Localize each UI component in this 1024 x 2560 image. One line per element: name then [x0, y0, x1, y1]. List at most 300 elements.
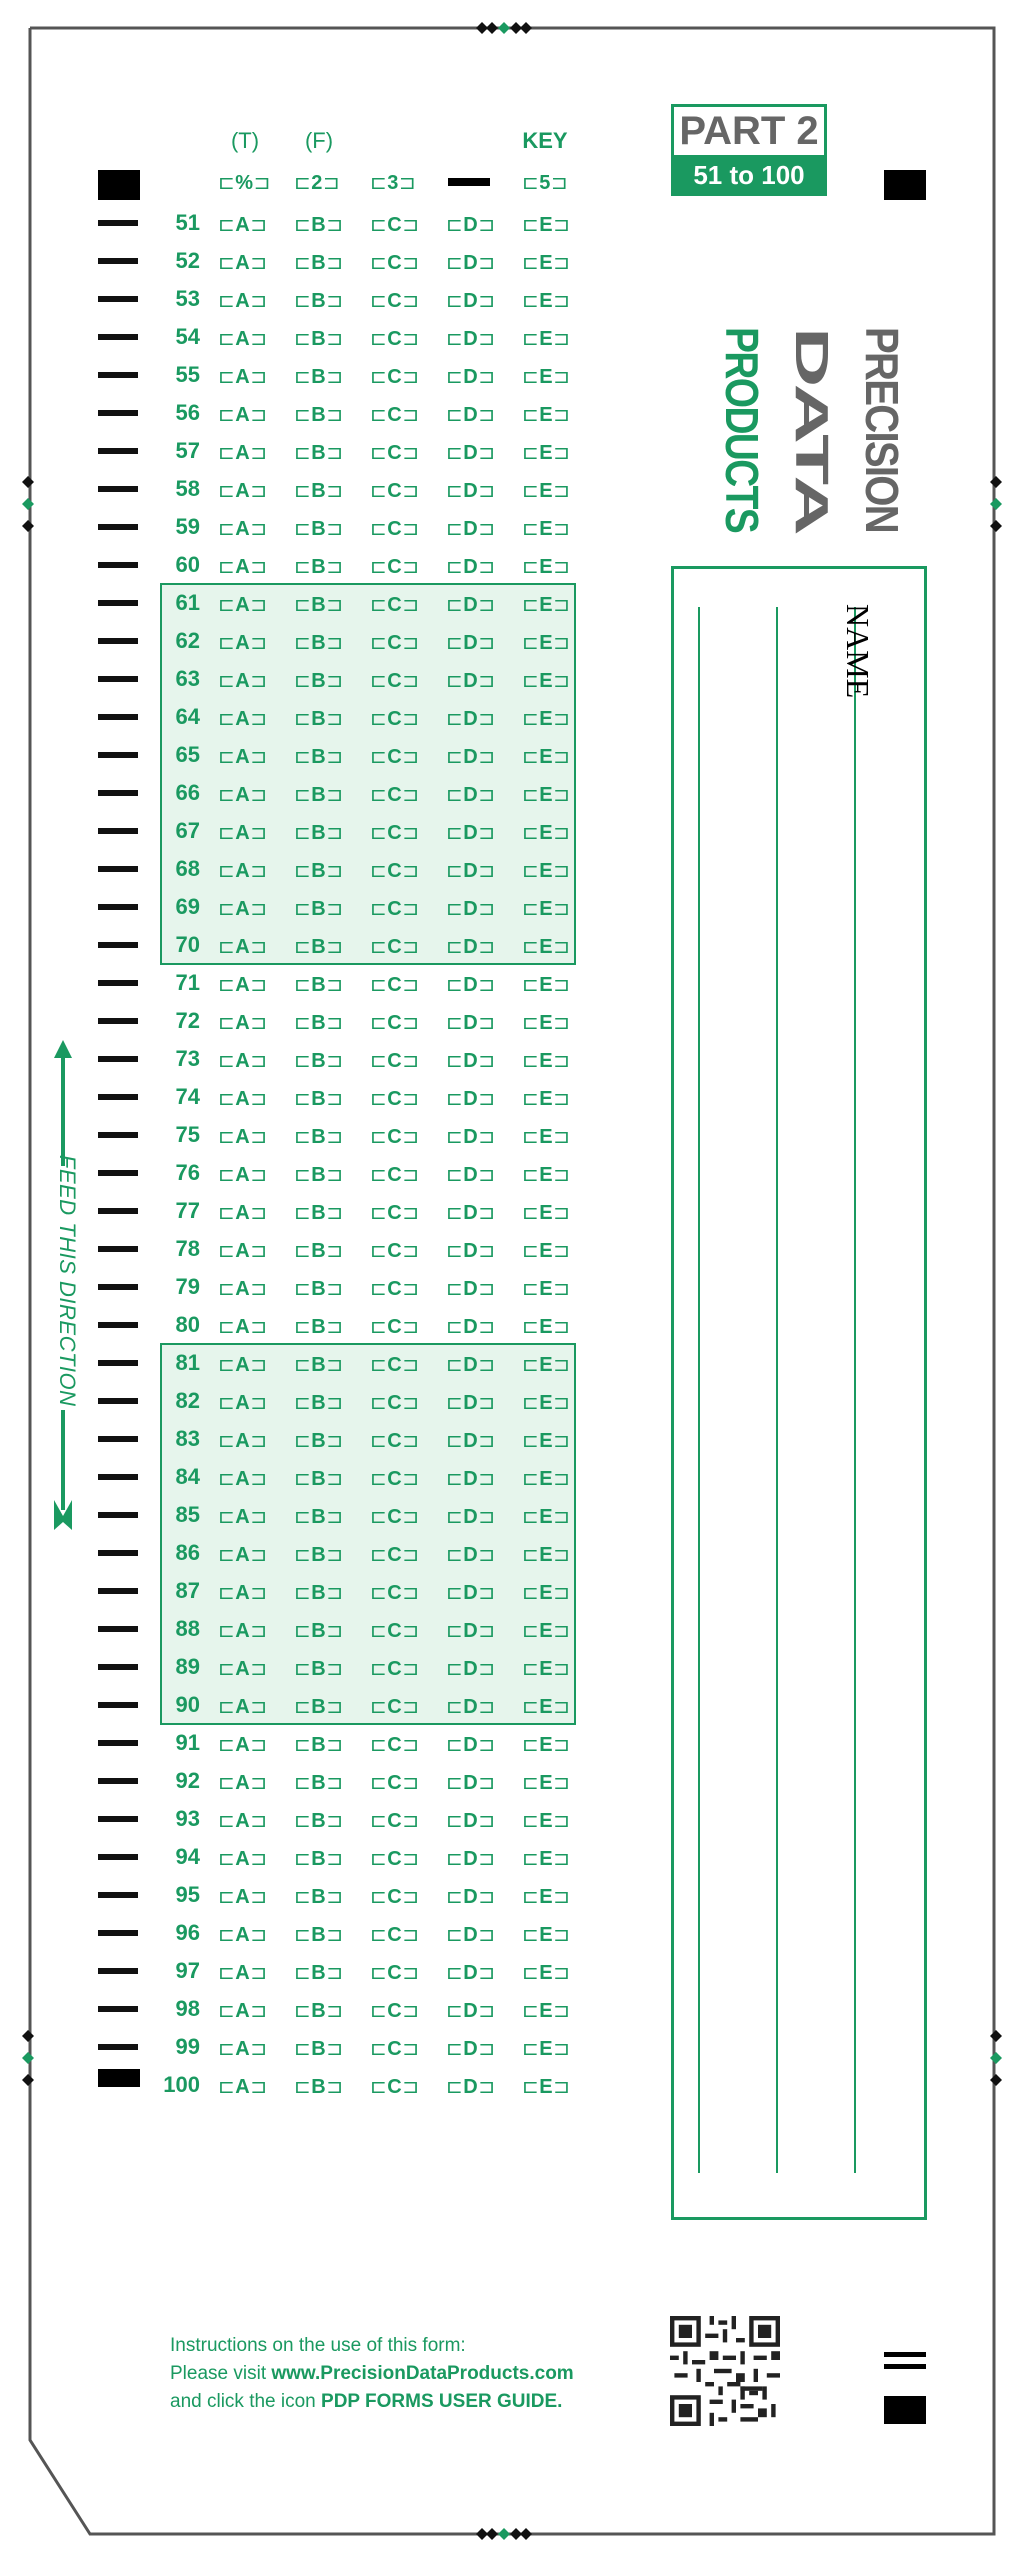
timing-tick [98, 1588, 138, 1594]
answer-bubble-c[interactable]: ⊏C⊐ [370, 366, 420, 388]
instructions-guide-name: PDP FORMS USER GUIDE. [321, 2391, 563, 2412]
answer-bubble-a[interactable]: ⊏A⊐ [218, 746, 268, 768]
answer-bubble-c[interactable]: ⊏C⊐ [370, 1924, 420, 1946]
answer-bubble-c[interactable]: ⊏C⊐ [370, 1012, 420, 1034]
answer-bubble-b[interactable]: ⊏B⊐ [294, 366, 344, 388]
answer-bubble-a[interactable]: ⊏A⊐ [218, 1430, 268, 1452]
answer-bubble-d[interactable]: ⊏D⊐ [446, 1582, 496, 1604]
answer-bubble-c[interactable]: ⊏C⊐ [370, 1392, 420, 1414]
answer-bubble-c[interactable]: ⊏C⊐ [370, 974, 420, 996]
question-number: 73 [175, 1046, 200, 1071]
answer-bubble-a[interactable]: ⊏A⊐ [218, 1924, 268, 1946]
answer-bubble-e[interactable]: ⊏E⊐ [522, 518, 571, 540]
answer-bubble-c[interactable]: ⊏C⊐ [370, 328, 420, 350]
answer-bubble-e[interactable]: ⊏E⊐ [522, 1506, 571, 1528]
answer-bubble-e[interactable]: ⊏E⊐ [522, 2076, 571, 2098]
answer-bubble-a[interactable]: ⊏A⊐ [218, 1734, 268, 1756]
answer-bubble-e[interactable]: ⊏E⊐ [522, 1240, 571, 1262]
answer-bubble-a[interactable]: ⊏A⊐ [218, 556, 268, 578]
answer-bubble-a[interactable]: ⊏A⊐ [218, 1544, 268, 1566]
answer-bubble-e[interactable]: ⊏E⊐ [522, 670, 571, 692]
answer-bubble-b[interactable]: ⊏B⊐ [294, 898, 344, 920]
timing-tick [98, 296, 138, 302]
answer-bubble-e[interactable]: ⊏E⊐ [522, 328, 571, 350]
answer-bubble-c[interactable]: ⊏C⊐ [370, 252, 420, 274]
answer-bubble-c[interactable]: ⊏C⊐ [370, 1544, 420, 1566]
answer-bubble-a[interactable]: ⊏A⊐ [218, 1240, 268, 1262]
name-writing-line-2 [776, 607, 778, 2173]
question-number: 63 [175, 666, 200, 691]
answer-bubble-c[interactable]: ⊏C⊐ [370, 1620, 420, 1642]
answer-bubble-d[interactable]: ⊏D⊐ [446, 594, 496, 616]
answer-bubble-c[interactable]: ⊏C⊐ [370, 1582, 420, 1604]
answer-bubble-a[interactable]: ⊏A⊐ [218, 860, 268, 882]
answer-bubble-e[interactable]: ⊏E⊐ [522, 746, 571, 768]
answer-bubble-a[interactable]: ⊏A⊐ [218, 2038, 268, 2060]
timing-tick [98, 1626, 138, 1632]
answer-bubble-e[interactable]: ⊏E⊐ [522, 1468, 571, 1490]
question-number: 79 [175, 1274, 200, 1299]
answer-bubble-b[interactable]: ⊏B⊐ [294, 1810, 344, 1832]
answer-bubble-c[interactable]: ⊏C⊐ [370, 1202, 420, 1224]
answer-bubble-a[interactable]: ⊏A⊐ [218, 1164, 268, 1186]
answer-bubble-b[interactable]: ⊏B⊐ [294, 1354, 344, 1376]
answer-bubble-b[interactable]: ⊏B⊐ [294, 1164, 344, 1186]
timing-tick [98, 2044, 138, 2050]
answer-bubble-b[interactable]: ⊏B⊐ [294, 1468, 344, 1490]
answer-bubble-b[interactable]: ⊏B⊐ [294, 2000, 344, 2022]
answer-bubble-a[interactable]: ⊏A⊐ [218, 1468, 268, 1490]
answer-bubble-d[interactable]: ⊏D⊐ [446, 404, 496, 426]
logo-word-products: PRODUCTS [716, 327, 768, 570]
name-writing-line-3 [854, 607, 856, 2173]
answer-bubble-b[interactable]: ⊏B⊐ [294, 1658, 344, 1680]
answer-bubble-a[interactable]: ⊏A⊐ [218, 594, 268, 616]
answer-bubble-b[interactable]: ⊏B⊐ [294, 1734, 344, 1756]
column-label-f: (F) [304, 128, 334, 153]
key-bubble-4-filled [448, 178, 490, 186]
answer-bubble-b[interactable]: ⊏B⊐ [294, 1278, 344, 1300]
answer-bubble-e[interactable]: ⊏E⊐ [522, 974, 571, 996]
timing-tick [98, 410, 138, 416]
answer-bubble-a[interactable]: ⊏A⊐ [218, 404, 268, 426]
answer-bubble-c[interactable]: ⊏C⊐ [370, 1240, 420, 1262]
answer-bubble-d[interactable]: ⊏D⊐ [446, 2000, 496, 2022]
answer-bubble-d[interactable]: ⊏D⊐ [446, 1886, 496, 1908]
question-number: 99 [175, 2034, 200, 2059]
answer-bubble-b[interactable]: ⊏B⊐ [294, 252, 344, 274]
answer-bubble-d[interactable]: ⊏D⊐ [446, 1658, 496, 1680]
answer-bubble-a[interactable]: ⊏A⊐ [218, 1278, 268, 1300]
answer-bubble-b[interactable]: ⊏B⊐ [294, 1392, 344, 1414]
answer-bubble-d[interactable]: ⊏D⊐ [446, 328, 496, 350]
answer-bubble-e[interactable]: ⊏E⊐ [522, 1620, 571, 1642]
answer-bubble-e[interactable]: ⊏E⊐ [522, 214, 571, 236]
question-number: 97 [175, 1958, 200, 1983]
answer-bubble-a[interactable]: ⊏A⊐ [218, 328, 268, 350]
answer-bubble-e[interactable]: ⊏E⊐ [522, 1582, 571, 1604]
answer-bubble-a[interactable]: ⊏A⊐ [218, 1012, 268, 1034]
logo-word-precision: PRECISION [856, 327, 908, 563]
answer-bubble-c[interactable]: ⊏C⊐ [370, 442, 420, 464]
answer-bubble-d[interactable]: ⊏D⊐ [446, 936, 496, 958]
answer-bubble-a[interactable]: ⊏A⊐ [218, 366, 268, 388]
answer-bubble-e[interactable]: ⊏E⊐ [522, 442, 571, 464]
answer-bubble-a[interactable]: ⊏A⊐ [218, 1392, 268, 1414]
question-number: 81 [175, 1350, 200, 1375]
answer-bubble-c[interactable]: ⊏C⊐ [370, 1506, 420, 1528]
answer-bubble-a[interactable]: ⊏A⊐ [218, 670, 268, 692]
answer-bubble-c[interactable]: ⊏C⊐ [370, 518, 420, 540]
answer-bubble-a[interactable]: ⊏A⊐ [218, 784, 268, 806]
answer-bubble-c[interactable]: ⊏C⊐ [370, 1088, 420, 1110]
answer-bubble-a[interactable]: ⊏A⊐ [218, 822, 268, 844]
answer-bubble-b[interactable]: ⊏B⊐ [294, 2038, 344, 2060]
timing-tick [98, 1322, 138, 1328]
answer-bubble-b[interactable]: ⊏B⊐ [294, 1924, 344, 1946]
name-field-box[interactable] [671, 566, 927, 2220]
answer-bubble-d[interactable]: ⊏D⊐ [446, 1164, 496, 1186]
question-number: 90 [175, 1692, 200, 1717]
answer-bubble-c[interactable]: ⊏C⊐ [370, 746, 420, 768]
key-bubble-1[interactable]: ⊏%⊐ [218, 172, 271, 194]
answer-bubble-a[interactable]: ⊏A⊐ [218, 2076, 268, 2098]
answer-bubble-c[interactable]: ⊏C⊐ [370, 1050, 420, 1072]
answer-bubble-c[interactable]: ⊏C⊐ [370, 1126, 420, 1148]
answer-bubble-c[interactable]: ⊏C⊐ [370, 1772, 420, 1794]
answer-bubble-c[interactable]: ⊏C⊐ [370, 2000, 420, 2022]
answer-bubble-a[interactable]: ⊏A⊐ [218, 1696, 268, 1718]
answer-bubble-c[interactable]: ⊏C⊐ [370, 1316, 420, 1338]
answer-bubble-d[interactable]: ⊏D⊐ [446, 670, 496, 692]
answer-bubble-d[interactable]: ⊏D⊐ [446, 1696, 496, 1718]
answer-bubble-a[interactable]: ⊏A⊐ [218, 290, 268, 312]
answer-bubble-b[interactable]: ⊏B⊐ [294, 594, 344, 616]
answer-bubble-b[interactable]: ⊏B⊐ [294, 746, 344, 768]
answer-bubble-a[interactable]: ⊏A⊐ [218, 2000, 268, 2022]
answer-bubble-e[interactable]: ⊏E⊐ [522, 1050, 571, 1072]
answer-bubble-d[interactable]: ⊏D⊐ [446, 708, 496, 730]
answer-bubble-a[interactable]: ⊏A⊐ [218, 1886, 268, 1908]
answer-bubble-c[interactable]: ⊏C⊐ [370, 1468, 420, 1490]
answer-bubble-c[interactable]: ⊏C⊐ [370, 1848, 420, 1870]
answer-bubble-b[interactable]: ⊏B⊐ [294, 480, 344, 502]
answer-bubble-b[interactable]: ⊏B⊐ [294, 1696, 344, 1718]
answer-bubble-c[interactable]: ⊏C⊐ [370, 784, 420, 806]
answer-bubble-a[interactable]: ⊏A⊐ [218, 1620, 268, 1642]
answer-bubble-b[interactable]: ⊏B⊐ [294, 708, 344, 730]
answer-bubble-c[interactable]: ⊏C⊐ [370, 290, 420, 312]
answer-bubble-e[interactable]: ⊏E⊐ [522, 898, 571, 920]
answer-bubble-b[interactable]: ⊏B⊐ [294, 1088, 344, 1110]
answer-bubble-c[interactable]: ⊏C⊐ [370, 214, 420, 236]
question-number: 92 [175, 1768, 200, 1793]
answer-bubble-e[interactable]: ⊏E⊐ [522, 1886, 571, 1908]
answer-bubble-e[interactable]: ⊏E⊐ [522, 290, 571, 312]
answer-bubble-e[interactable]: ⊏E⊐ [522, 1772, 571, 1794]
answer-bubble-e[interactable]: ⊏E⊐ [522, 784, 571, 806]
answer-bubble-b[interactable]: ⊏B⊐ [294, 632, 344, 654]
answer-bubble-a[interactable]: ⊏A⊐ [218, 1088, 268, 1110]
answer-bubble-e[interactable]: ⊏E⊐ [522, 1734, 571, 1756]
answer-bubble-a[interactable]: ⊏A⊐ [218, 480, 268, 502]
timing-tick [98, 1360, 138, 1366]
answer-bubble-b[interactable]: ⊏B⊐ [294, 1202, 344, 1224]
answer-bubble-d[interactable]: ⊏D⊐ [446, 1962, 496, 1984]
answer-bubble-e[interactable]: ⊏E⊐ [522, 1658, 571, 1680]
answer-bubble-e[interactable]: ⊏E⊐ [522, 1278, 571, 1300]
answer-bubble-c[interactable]: ⊏C⊐ [370, 1278, 420, 1300]
answer-bubble-b[interactable]: ⊏B⊐ [294, 328, 344, 350]
answer-bubble-c[interactable]: ⊏C⊐ [370, 1430, 420, 1452]
answer-bubble-c[interactable]: ⊏C⊐ [370, 632, 420, 654]
timing-tick [98, 638, 138, 644]
answer-bubble-e[interactable]: ⊏E⊐ [522, 708, 571, 730]
answer-bubble-d[interactable]: ⊏D⊐ [446, 366, 496, 388]
answer-bubble-c[interactable]: ⊏C⊐ [370, 1696, 420, 1718]
answer-bubble-b[interactable]: ⊏B⊐ [294, 822, 344, 844]
answer-bubble-a[interactable]: ⊏A⊐ [218, 898, 268, 920]
answer-bubble-b[interactable]: ⊏B⊐ [294, 670, 344, 692]
answer-bubble-a[interactable]: ⊏A⊐ [218, 252, 268, 274]
answer-bubble-a[interactable]: ⊏A⊐ [218, 974, 268, 996]
question-number: 66 [175, 780, 200, 805]
answer-bubble-b[interactable]: ⊏B⊐ [294, 404, 344, 426]
answer-bubble-d[interactable]: ⊏D⊐ [446, 290, 496, 312]
answer-bubble-d[interactable]: ⊏D⊐ [446, 746, 496, 768]
answer-bubble-b[interactable]: ⊏B⊐ [294, 1506, 344, 1528]
timing-tick [98, 1930, 138, 1936]
answer-bubble-d[interactable]: ⊏D⊐ [446, 1202, 496, 1224]
answer-bubble-c[interactable]: ⊏C⊐ [370, 556, 420, 578]
answer-bubble-e[interactable]: ⊏E⊐ [522, 632, 571, 654]
answer-bubble-a[interactable]: ⊏A⊐ [218, 1506, 268, 1528]
answer-bubble-c[interactable]: ⊏C⊐ [370, 1734, 420, 1756]
answer-bubble-b[interactable]: ⊏B⊐ [294, 936, 344, 958]
answer-bubble-b[interactable]: ⊏B⊐ [294, 1772, 344, 1794]
answer-bubble-b[interactable]: ⊏B⊐ [294, 1962, 344, 1984]
answer-bubble-c[interactable]: ⊏C⊐ [370, 594, 420, 616]
answer-bubble-d[interactable]: ⊏D⊐ [446, 1240, 496, 1262]
answer-bubble-b[interactable]: ⊏B⊐ [294, 1620, 344, 1642]
question-number: 96 [175, 1920, 200, 1945]
answer-bubble-c[interactable]: ⊏C⊐ [370, 480, 420, 502]
answer-bubble-d[interactable]: ⊏D⊐ [446, 974, 496, 996]
answer-bubble-c[interactable]: ⊏C⊐ [370, 1354, 420, 1376]
answer-bubble-d[interactable]: ⊏D⊐ [446, 518, 496, 540]
answer-bubble-d[interactable]: ⊏D⊐ [446, 442, 496, 464]
timing-tick [98, 1056, 138, 1062]
answer-bubble-c[interactable]: ⊏C⊐ [370, 1962, 420, 1984]
answer-bubble-b[interactable]: ⊏B⊐ [294, 1848, 344, 1870]
answer-bubble-b[interactable]: ⊏B⊐ [294, 1430, 344, 1452]
timing-tick [98, 980, 138, 986]
answer-bubble-b[interactable]: ⊏B⊐ [294, 1544, 344, 1566]
question-number: 65 [175, 742, 200, 767]
answer-bubble-a[interactable]: ⊏A⊐ [218, 1772, 268, 1794]
answer-bubble-a[interactable]: ⊏A⊐ [218, 1354, 268, 1376]
answer-bubble-d[interactable]: ⊏D⊐ [446, 1924, 496, 1946]
answer-bubble-d[interactable]: ⊏D⊐ [446, 480, 496, 502]
answer-bubble-e[interactable]: ⊏E⊐ [522, 1164, 571, 1186]
answer-bubble-d[interactable]: ⊏D⊐ [446, 1316, 496, 1338]
answer-bubble-d[interactable]: ⊏D⊐ [446, 214, 496, 236]
answer-bubble-c[interactable]: ⊏C⊐ [370, 404, 420, 426]
answer-bubble-d[interactable]: ⊏D⊐ [446, 1734, 496, 1756]
answer-bubble-e[interactable]: ⊏E⊐ [522, 1810, 571, 1832]
answer-bubble-e[interactable]: ⊏E⊐ [522, 1392, 571, 1414]
answer-bubble-e[interactable]: ⊏E⊐ [522, 2000, 571, 2022]
answer-bubble-b[interactable]: ⊏B⊐ [294, 556, 344, 578]
answer-bubble-e[interactable]: ⊏E⊐ [522, 1544, 571, 1566]
answer-bubble-e[interactable]: ⊏E⊐ [522, 860, 571, 882]
answer-bubble-a[interactable]: ⊏A⊐ [218, 518, 268, 540]
answer-bubble-e[interactable]: ⊏E⊐ [522, 1924, 571, 1946]
answer-bubble-e[interactable]: ⊏E⊐ [522, 1696, 571, 1718]
answer-bubble-e[interactable]: ⊏E⊐ [522, 2038, 571, 2060]
answer-bubble-e[interactable]: ⊏E⊐ [522, 1848, 571, 1870]
answer-bubble-c[interactable]: ⊏C⊐ [370, 1164, 420, 1186]
answer-bubble-b[interactable]: ⊏B⊐ [294, 214, 344, 236]
answer-bubble-a[interactable]: ⊏A⊐ [218, 1962, 268, 1984]
answer-bubble-b[interactable]: ⊏B⊐ [294, 1240, 344, 1262]
question-number: 84 [175, 1464, 200, 1489]
answer-bubble-b[interactable]: ⊏B⊐ [294, 518, 344, 540]
answer-bubble-d[interactable]: ⊏D⊐ [446, 1620, 496, 1642]
answer-bubble-b[interactable]: ⊏B⊐ [294, 1126, 344, 1148]
answer-bubble-a[interactable]: ⊏A⊐ [218, 442, 268, 464]
answer-bubble-c[interactable]: ⊏C⊐ [370, 1658, 420, 1680]
answer-bubble-b[interactable]: ⊏B⊐ [294, 784, 344, 806]
question-number: 58 [175, 476, 200, 501]
answer-bubble-a[interactable]: ⊏A⊐ [218, 1582, 268, 1604]
question-number: 100 [163, 2072, 200, 2097]
key-bubble-5[interactable]: ⊏5⊐ [522, 172, 569, 194]
answer-bubble-e[interactable]: ⊏E⊐ [522, 556, 571, 578]
key-bubble-3[interactable]: ⊏3⊐ [370, 172, 417, 194]
answer-bubble-a[interactable]: ⊏A⊐ [218, 1050, 268, 1072]
answer-bubble-b[interactable]: ⊏B⊐ [294, 1050, 344, 1072]
answer-bubble-d[interactable]: ⊏D⊐ [446, 1278, 496, 1300]
timing-tick [98, 1208, 138, 1214]
answer-bubble-d[interactable]: ⊏D⊐ [446, 1392, 496, 1414]
answer-bubble-d[interactable]: ⊏D⊐ [446, 1810, 496, 1832]
answer-bubble-d[interactable]: ⊏D⊐ [446, 1506, 496, 1528]
answer-bubble-a[interactable]: ⊏A⊐ [218, 214, 268, 236]
answer-bubble-e[interactable]: ⊏E⊐ [522, 594, 571, 616]
answer-bubble-e[interactable]: ⊏E⊐ [522, 1126, 571, 1148]
answer-bubble-e[interactable]: ⊏E⊐ [522, 1202, 571, 1224]
answer-bubble-b[interactable]: ⊏B⊐ [294, 974, 344, 996]
question-number: 60 [175, 552, 200, 577]
answer-bubble-c[interactable]: ⊏C⊐ [370, 708, 420, 730]
answer-bubble-a[interactable]: ⊏A⊐ [218, 936, 268, 958]
answer-bubble-d[interactable]: ⊏D⊐ [446, 556, 496, 578]
answer-bubble-b[interactable]: ⊏B⊐ [294, 442, 344, 464]
answer-bubble-c[interactable]: ⊏C⊐ [370, 2076, 420, 2098]
answer-bubble-d[interactable]: ⊏D⊐ [446, 1088, 496, 1110]
answer-bubble-e[interactable]: ⊏E⊐ [522, 1962, 571, 1984]
answer-bubble-d[interactable]: ⊏D⊐ [446, 1050, 496, 1072]
question-number: 67 [175, 818, 200, 843]
timing-tick [98, 1018, 138, 1024]
answer-bubble-b[interactable]: ⊏B⊐ [294, 1582, 344, 1604]
answer-bubble-a[interactable]: ⊏A⊐ [218, 1202, 268, 1224]
answer-bubble-b[interactable]: ⊏B⊐ [294, 290, 344, 312]
answer-bubble-b[interactable]: ⊏B⊐ [294, 1886, 344, 1908]
answer-bubble-d[interactable]: ⊏D⊐ [446, 822, 496, 844]
answer-bubble-c[interactable]: ⊏C⊐ [370, 936, 420, 958]
answer-bubble-d[interactable]: ⊏D⊐ [446, 1848, 496, 1870]
answer-bubble-d[interactable]: ⊏D⊐ [446, 2038, 496, 2060]
answer-bubble-e[interactable]: ⊏E⊐ [522, 252, 571, 274]
answer-bubble-e[interactable]: ⊏E⊐ [522, 1354, 571, 1376]
answer-bubble-e[interactable]: ⊏E⊐ [522, 822, 571, 844]
answer-bubble-d[interactable]: ⊏D⊐ [446, 252, 496, 274]
answer-bubble-e[interactable]: ⊏E⊐ [522, 1012, 571, 1034]
answer-bubble-a[interactable]: ⊏A⊐ [218, 1126, 268, 1148]
instructions-block [170, 2332, 574, 2416]
answer-bubble-e[interactable]: ⊏E⊐ [522, 480, 571, 502]
answer-bubble-e[interactable]: ⊏E⊐ [522, 1430, 571, 1452]
answer-bubble-a[interactable]: ⊏A⊐ [218, 1658, 268, 1680]
answer-bubble-a[interactable]: ⊏A⊐ [218, 1848, 268, 1870]
answer-bubble-d[interactable]: ⊏D⊐ [446, 860, 496, 882]
answer-bubble-d[interactable]: ⊏D⊐ [446, 1772, 496, 1794]
answer-bubble-a[interactable]: ⊏A⊐ [218, 1316, 268, 1338]
answer-bubble-e[interactable]: ⊏E⊐ [522, 936, 571, 958]
answer-bubble-d[interactable]: ⊏D⊐ [446, 1544, 496, 1566]
answer-bubble-d[interactable]: ⊏D⊐ [446, 632, 496, 654]
answer-bubble-c[interactable]: ⊏C⊐ [370, 860, 420, 882]
answer-bubble-d[interactable]: ⊏D⊐ [446, 1468, 496, 1490]
answer-bubble-d[interactable]: ⊏D⊐ [446, 898, 496, 920]
answer-bubble-e[interactable]: ⊏E⊐ [522, 1316, 571, 1338]
answer-bubble-b[interactable]: ⊏B⊐ [294, 860, 344, 882]
answer-bubble-c[interactable]: ⊏C⊐ [370, 1886, 420, 1908]
key-bubble-2[interactable]: ⊏2⊐ [294, 172, 341, 194]
feed-direction-label: FEED THIS DIRECTION [55, 1155, 80, 1407]
answer-bubble-a[interactable]: ⊏A⊐ [218, 632, 268, 654]
answer-bubble-d[interactable]: ⊏D⊐ [446, 1126, 496, 1148]
answer-bubble-c[interactable]: ⊏C⊐ [370, 822, 420, 844]
answer-bubble-e[interactable]: ⊏E⊐ [522, 404, 571, 426]
timing-tick [98, 714, 138, 720]
answer-bubble-c[interactable]: ⊏C⊐ [370, 1810, 420, 1832]
answer-bubble-e[interactable]: ⊏E⊐ [522, 1088, 571, 1110]
instructions-url[interactable]: www.PrecisionDataProducts.com [271, 2363, 574, 2384]
answer-bubble-d[interactable]: ⊏D⊐ [446, 1354, 496, 1376]
answer-bubble-d[interactable]: ⊏D⊐ [446, 784, 496, 806]
question-number: 93 [175, 1806, 200, 1831]
name-label: NAME [840, 604, 876, 699]
answer-bubble-c[interactable]: ⊏C⊐ [370, 670, 420, 692]
answer-bubble-b[interactable]: ⊏B⊐ [294, 1316, 344, 1338]
question-number: 64 [175, 704, 200, 729]
answer-bubble-d[interactable]: ⊏D⊐ [446, 1430, 496, 1452]
answer-bubble-d[interactable]: ⊏D⊐ [446, 1012, 496, 1034]
answer-bubble-b[interactable]: ⊏B⊐ [294, 1012, 344, 1034]
question-number: 98 [175, 1996, 200, 2021]
answer-bubble-c[interactable]: ⊏C⊐ [370, 898, 420, 920]
answer-bubble-e[interactable]: ⊏E⊐ [522, 366, 571, 388]
answer-bubble-b[interactable]: ⊏B⊐ [294, 2076, 344, 2098]
answer-bubble-d[interactable]: ⊏D⊐ [446, 2076, 496, 2098]
answer-bubble-a[interactable]: ⊏A⊐ [218, 708, 268, 730]
timing-mark-top-right [884, 170, 926, 200]
answer-bubble-c[interactable]: ⊏C⊐ [370, 2038, 420, 2060]
answer-bubble-a[interactable]: ⊏A⊐ [218, 1810, 268, 1832]
